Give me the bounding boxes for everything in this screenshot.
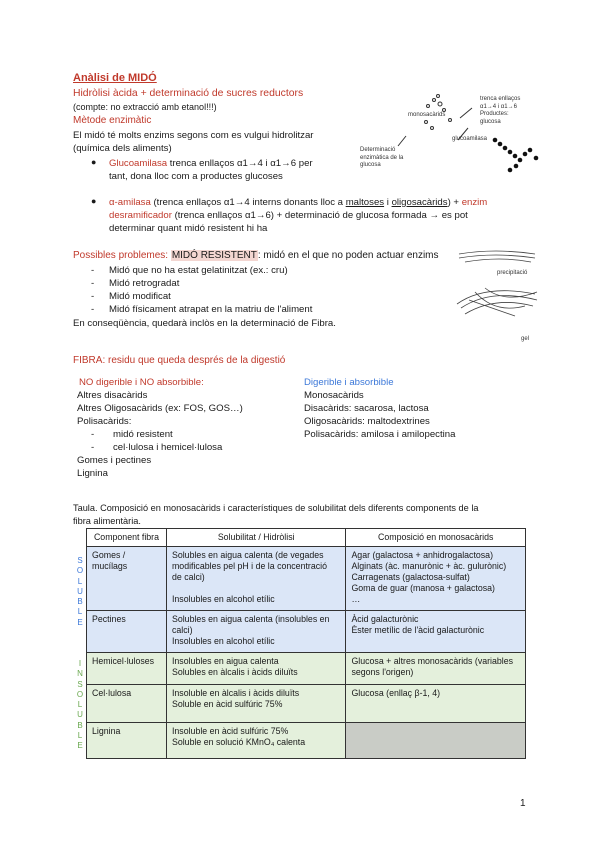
list-item: Polisacàrids:	[77, 416, 132, 427]
letter: L	[77, 700, 83, 710]
alfa-amilasa-line	[109, 196, 487, 209]
table-cell	[346, 547, 526, 611]
letter: S	[77, 679, 83, 689]
table-row	[87, 685, 526, 723]
glucoamilasa-name: Glucoamilasa	[109, 158, 168, 169]
cell-line: segons l'origen)	[351, 667, 414, 677]
diagram-text: trenca enllaços	[480, 96, 521, 102]
letter: U	[77, 710, 83, 720]
problems-line	[73, 249, 439, 262]
table-cell	[166, 723, 345, 759]
table-cell	[166, 685, 345, 723]
cell-line: Insolubles en alcohol etílic	[171, 594, 275, 604]
precipitation-label: precipitació	[497, 270, 528, 276]
list-item: Lignina	[77, 468, 108, 479]
table-cell	[166, 547, 345, 611]
letter: I	[78, 659, 82, 668]
alfa-line-2	[109, 209, 468, 222]
table-row	[87, 547, 526, 611]
cell-line: Glucosa + altres monosacàrids (variables	[351, 656, 514, 666]
page-title: Anàlisi de MIDÓ	[73, 72, 157, 84]
precipitation-gel-sketch	[455, 244, 540, 336]
oligosacarids-link: oligosacàrids	[391, 197, 448, 208]
diagram-label-topright	[480, 96, 520, 126]
list-item: - Midó retrogradat	[91, 278, 180, 289]
list-item-text: Midó que no ha estat gelatinitzat (ex.: cru)	[109, 265, 288, 276]
alfa-amilasa-name: α-amilasa	[109, 197, 151, 208]
list-item-text: cel·lulosa i hemicel·lulosa	[113, 442, 223, 453]
letter: L	[77, 576, 83, 586]
cell-line: de calci)	[171, 572, 205, 582]
letter: E	[77, 741, 83, 751]
table-row	[87, 723, 526, 759]
cell-line: Glucosa (enllaç β-1, 4)	[351, 688, 441, 698]
diagram-text: glucosa	[360, 162, 381, 168]
cell-line: Solubles en aigua calenta (de vegades	[171, 550, 324, 560]
letter: U	[77, 586, 83, 596]
fibra-heading: FIBRA: residu que queda després de la digestió	[73, 355, 286, 366]
letter: L	[77, 731, 83, 741]
list-item-text: Midó físicament atrapat en la matriu de l'aliment	[109, 304, 313, 315]
note: (compte: no extracció amb etanol!!!)	[73, 102, 217, 112]
letter: B	[77, 720, 83, 730]
letter: S	[77, 556, 83, 565]
letter: N	[77, 669, 83, 679]
table-row	[87, 653, 526, 685]
bullet-icon: ●	[91, 196, 97, 206]
gel-label: gel	[521, 336, 530, 342]
table-cell	[346, 653, 526, 685]
cell-line: Carragenats (galactosa-sulfat)	[351, 572, 470, 582]
diagram-text: Productes:	[480, 111, 509, 117]
problems-list	[91, 264, 312, 316]
page-number: 1	[520, 798, 526, 809]
bullet-icon: ●	[91, 157, 97, 167]
alfa-line-2-text: (trenca enllaços α1→6) + determinació de glucosa formada → es pot	[174, 210, 468, 221]
table-caption-2: fibra alimentària.	[73, 516, 141, 526]
problems-highlight: MIDÓ RESISTENT	[171, 250, 257, 261]
letter: E	[77, 617, 83, 627]
table-caption-1: Taula. Composició en monosacàrids i característiques de solubilitat dels diferents components de la	[73, 503, 479, 513]
column-header: Composició en monosacàrids	[346, 529, 526, 547]
method-heading: Mètode enzimàtic	[73, 115, 152, 126]
cell-line	[172, 583, 340, 594]
table-header-row	[87, 529, 526, 547]
letter: O	[76, 689, 84, 699]
column-header: Component fibra	[87, 529, 167, 547]
alfa-desc: (trenca enllaços α1→4 interns donants lloc a	[153, 197, 344, 208]
fibra-left-title: NO digerible i NO absorbible:	[79, 377, 204, 388]
cell-line: Insoluble en àcid sulfúric 75%	[171, 726, 289, 736]
cell-line: calci)	[171, 625, 193, 635]
list-item: Gomes i pectines	[77, 455, 152, 466]
conclusion: En conseqüència, quedarà inclòs en la determinació de Fibra.	[73, 318, 336, 329]
list-item: Altres Oligosacàrids (ex: FOS, GOS…)	[77, 403, 243, 414]
glucoamilasa-line-2: tant, dona lloc com a productes glucoses	[109, 171, 283, 182]
cell-line: Soluble en àcid sulfúric 75%	[171, 699, 283, 709]
cell-line: Insolubles en aigua calenta	[171, 656, 279, 666]
cell-line: Insolubles en alcohol etílic	[171, 636, 275, 646]
cell-line: Soluble en solució KMnO₄ calenta	[171, 737, 306, 747]
table-cell	[346, 685, 526, 723]
table-cell: Pectines	[87, 611, 167, 653]
maltoses-link: maltoses	[345, 197, 385, 208]
problems-label: Possibles problemes:	[73, 250, 169, 261]
list-item: - cel·lulosa i hemicel·lulosa	[91, 442, 223, 453]
list-item: Altres disacàrids	[77, 390, 148, 401]
intro-line-2: (química dels aliments)	[73, 143, 172, 154]
table-cell	[346, 611, 526, 653]
list-item: Monosacàrids	[304, 390, 364, 401]
table-cell-empty	[346, 723, 526, 759]
cell-line: Solubles en àlcalis i àcids diluïts	[171, 667, 298, 677]
fibra-left-list	[77, 389, 243, 480]
intro-line-1: El midó té molts enzims segons com es vulgui hidrolitzar	[73, 130, 314, 141]
desramificador: desramificador	[109, 210, 172, 221]
glucoamilasa-desc: trenca enllaços α1→4 i α1→6 per	[169, 158, 313, 169]
table-row	[87, 611, 526, 653]
fibra-right-title: Digerible i absorbible	[304, 377, 394, 388]
column-header: Solubilitat / Hidròlisi	[166, 529, 345, 547]
soluble-vertical-label	[75, 556, 85, 628]
fibra-right-list	[304, 389, 455, 441]
cell-line: Goma de guar (manosa + galactosa)	[351, 583, 495, 593]
list-item-text: midó resistent	[113, 429, 173, 440]
list-item: Oligosacàrids: maltodextrines	[304, 416, 430, 427]
diagram-text: enzimàtica de la	[360, 154, 404, 161]
punct: ) +	[447, 197, 460, 208]
letter: L	[77, 607, 83, 617]
letter: B	[77, 597, 83, 607]
table-cell	[166, 611, 345, 653]
diagram-label-left	[360, 147, 403, 170]
cell-line: Èster metílic de l'àcid galacturònic	[351, 625, 485, 635]
diagram-text: glucosa	[480, 118, 501, 125]
table-cell: Hemicel·luloses	[87, 653, 167, 685]
diagram-label-center: monosacàrids	[408, 112, 446, 118]
list-item: - Midó modificat	[91, 291, 171, 302]
cell-line: modificables pel pH i de la concentració	[171, 561, 327, 571]
letter: O	[76, 566, 84, 576]
table-cell	[166, 653, 345, 685]
cell-line: Insoluble en àlcalis i àcids diluïts	[171, 688, 300, 698]
diagram-text: Determinació	[360, 147, 396, 153]
glucoamilasa-line	[109, 157, 313, 170]
cell-line: …	[351, 594, 361, 604]
cell-line: Agar (galactosa + anhidrogalactosa)	[351, 550, 494, 560]
table-cell: Cel·lulosa	[87, 685, 167, 723]
list-item: - midó resistent	[91, 429, 173, 440]
enzim-word: enzim	[461, 197, 488, 208]
diagram-arrow-label: glucoamilasa	[452, 136, 488, 142]
list-item-text: Midó modificat	[109, 291, 171, 302]
conjunction: i	[386, 197, 389, 208]
cell-line: Alginats (àc. manurònic + àc. gulurònic)	[351, 561, 507, 571]
list-item: - Midó que no ha estat gelatinitzat (ex.: cru)	[91, 265, 288, 276]
subtitle: Hidròlisi àcida + determinació de sucres reductors	[73, 88, 304, 99]
alfa-line-3: determinar quant midó resistent hi ha	[109, 223, 268, 234]
diagram-text: α1→4 i α1→6	[480, 103, 517, 110]
cell-line: Solubles en aigua calenta (insolubles en	[171, 614, 330, 624]
table-cell: Gomes / mucílags	[87, 547, 167, 611]
list-item-text: Midó retrogradat	[109, 278, 180, 289]
list-item: Disacàrids: sacarosa, lactosa	[304, 403, 429, 414]
list-item: Polisacàrids: amilosa i amilopectina	[304, 429, 456, 440]
list-item: - Midó físicament atrapat en la matriu de l'aliment	[91, 304, 313, 315]
insoluble-vertical-label	[75, 659, 85, 752]
table-cell: Lignina	[87, 723, 167, 759]
fiber-composition-table	[86, 528, 526, 759]
cell-line: Àcid galacturònic	[351, 614, 419, 624]
problems-rest: : midó en el que no poden actuar enzims	[257, 250, 439, 261]
